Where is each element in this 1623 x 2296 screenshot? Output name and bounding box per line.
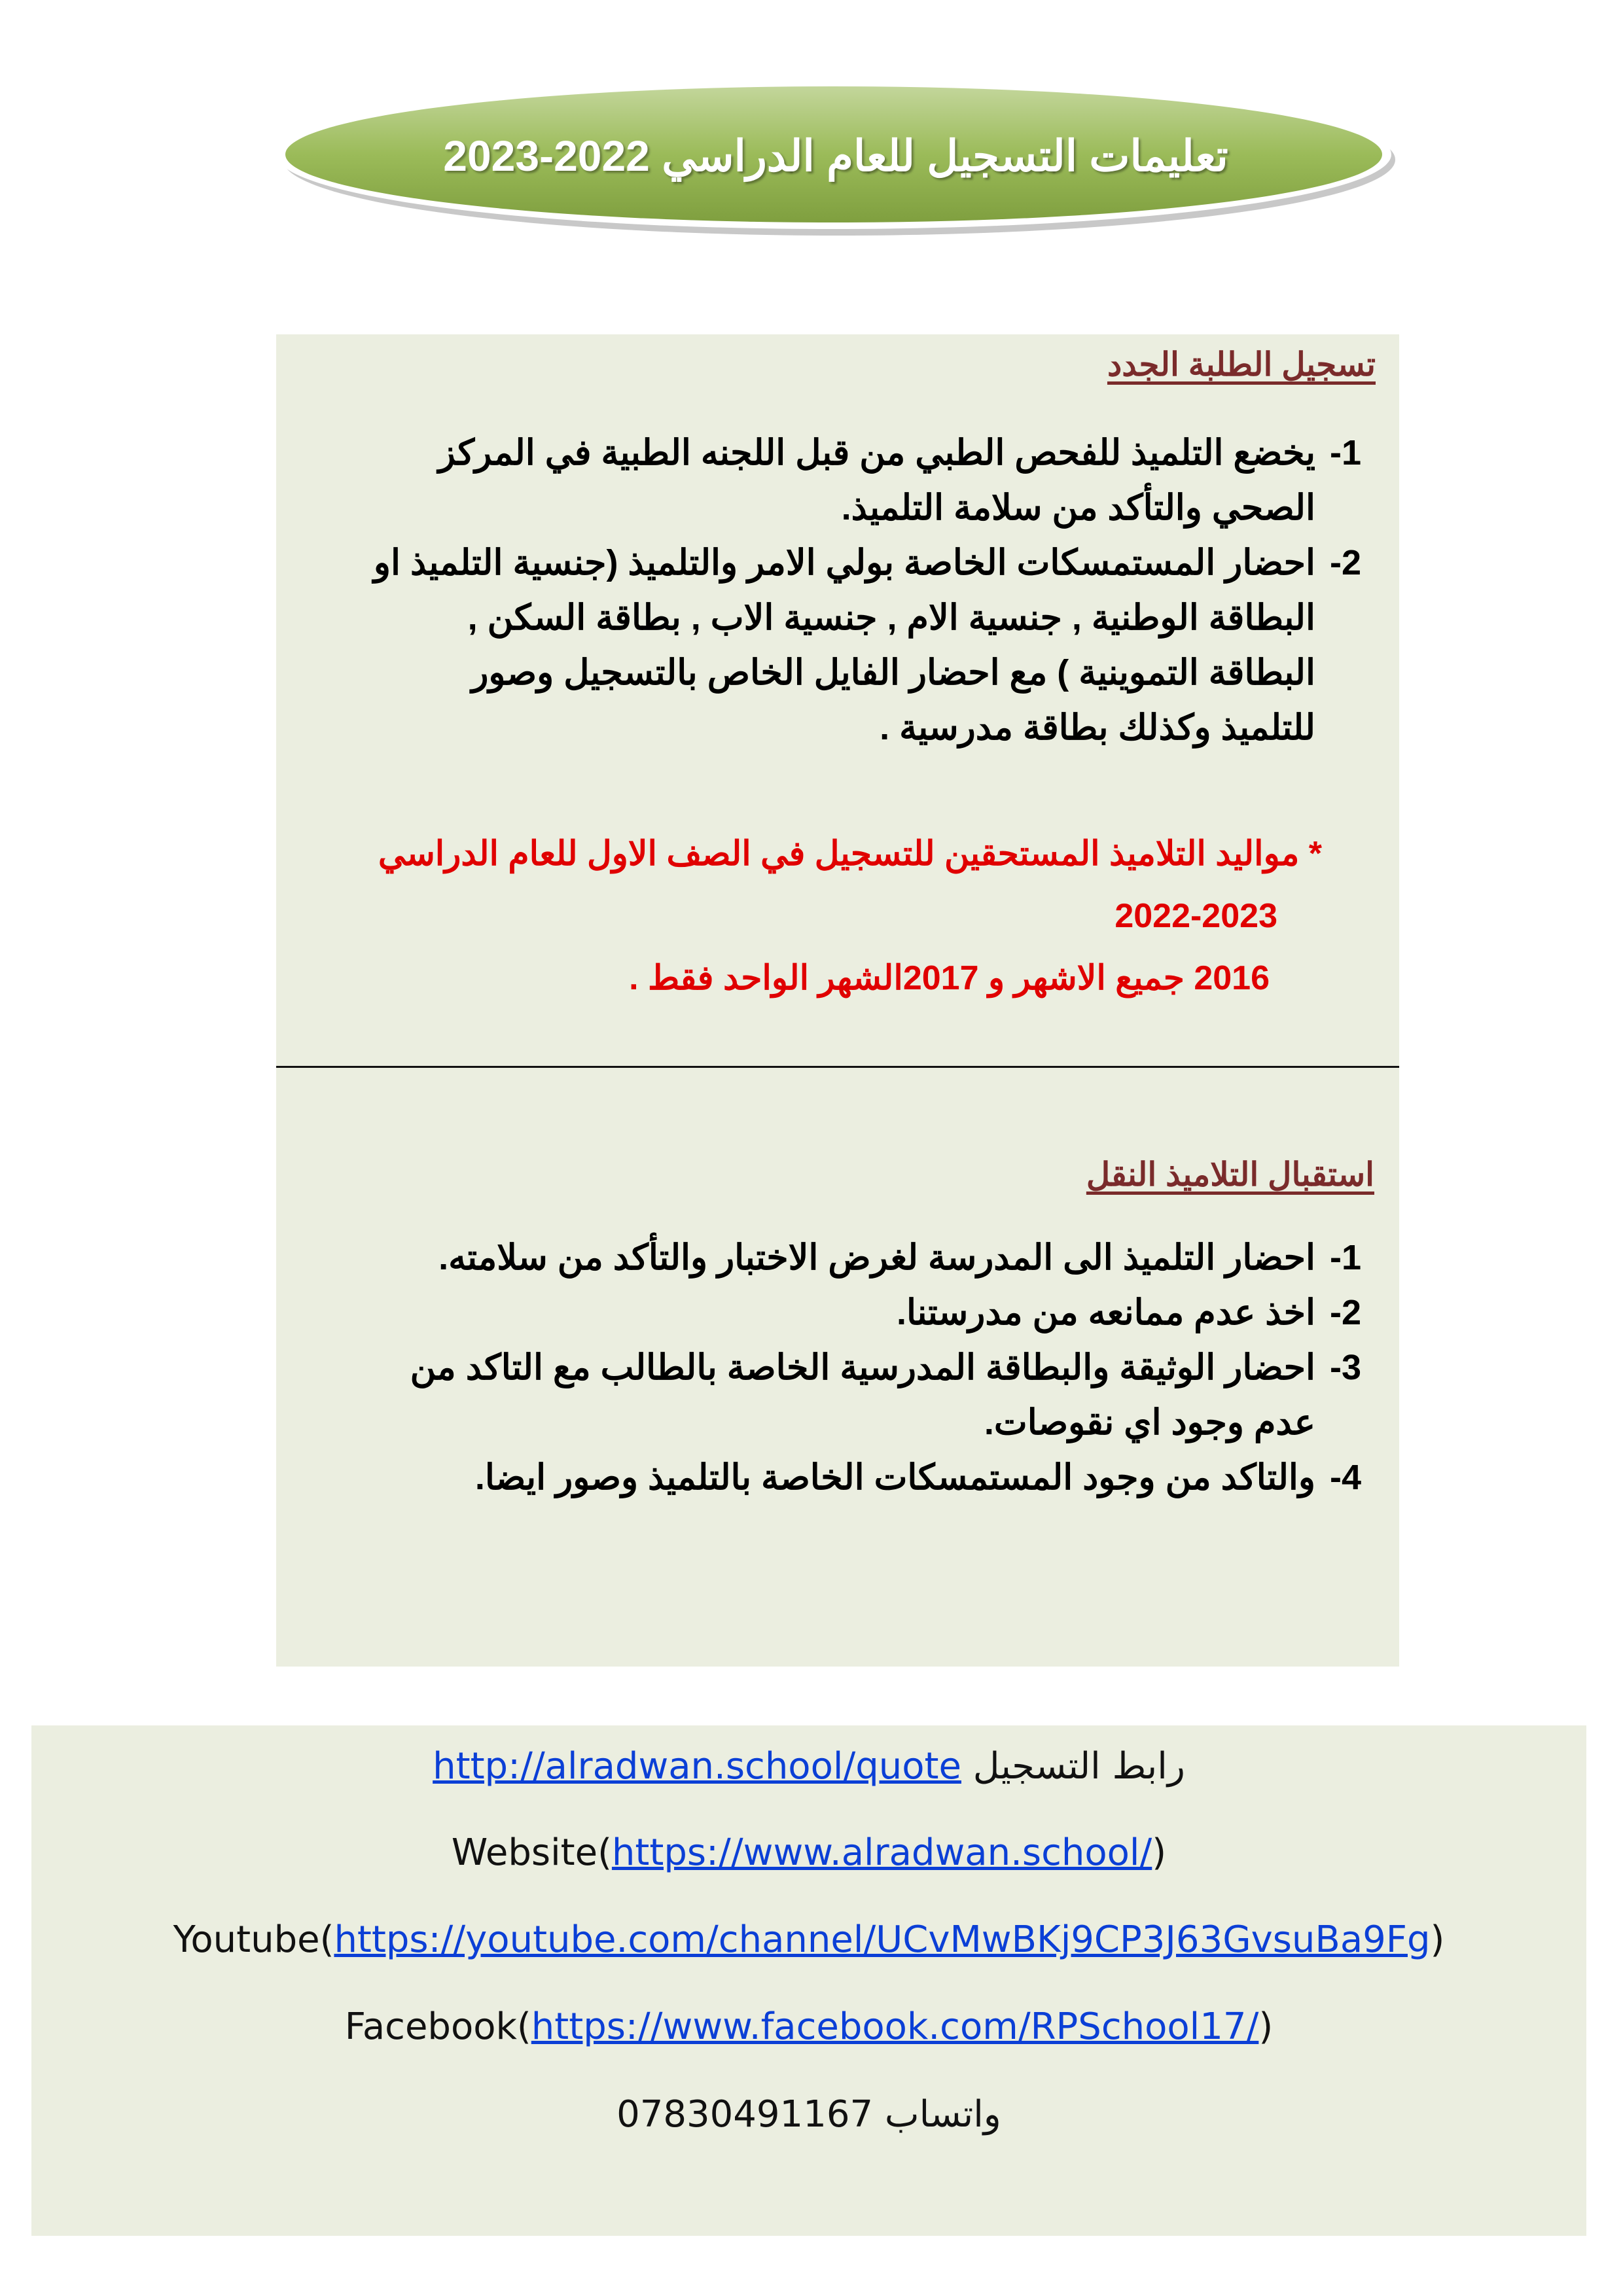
page-title: تعليمات التسجيل للعام الدراسي 2022-2023 (443, 131, 1228, 180)
list-item (373, 425, 1361, 535)
youtube-link[interactable]: https://youtube.com/channel/UCvMwBKj9CP3J63GvsuBa9Fg (334, 1918, 1431, 1961)
transfer-students-heading: استقبال التلاميذ النقل (1086, 1156, 1374, 1193)
paren: ) (1258, 2005, 1274, 2048)
item-text: احضار المستمسكات الخاصة بولي الامر والتلميذ (جنسية التلميذ او البطاقة الوطنية , جنسية الام , جنسية الاب , بطاقة السكن , البطاقة التموينية ) مع احضار الفايل الخاص بالتسجيل وصور للتلميذ وكذلك بطاقة مدرسية . (373, 543, 1315, 747)
item-number: 4- (1329, 1458, 1361, 1497)
paren: ) (1152, 1831, 1167, 1874)
registration-label: رابط التسجيل (972, 1745, 1185, 1788)
whatsapp-line (31, 2093, 1586, 2136)
registration-link-line (31, 1745, 1586, 1788)
paren: ) (1430, 1918, 1445, 1961)
item-number: 1- (1329, 1238, 1361, 1277)
list-item (373, 1230, 1361, 1285)
list-item (373, 1285, 1361, 1340)
facebook-link[interactable]: https://www.facebook.com/RPSchool17/ (531, 2005, 1259, 2048)
item-number: 3- (1329, 1348, 1361, 1387)
eligible-academic-year: 2022-2023 (1115, 897, 1277, 935)
item-number: 2- (1329, 543, 1361, 582)
item-text: احضار الوثيقة والبطاقة المدرسية الخاصة بالطالب مع التاكد من عدم وجود اي نقوصات. (410, 1348, 1315, 1442)
list-item (373, 1450, 1361, 1505)
transfer-students-list (373, 1230, 1361, 1505)
eligible-birth-years-note: * مواليد التلاميذ المستحقين للتسجيل في الصف الاول للعام الدراسي (378, 835, 1322, 873)
website-label: Website( (451, 1831, 612, 1874)
item-text: احضار التلميذ الى المدرسة لغرض الاختبار والتأكد من سلامته. (438, 1238, 1315, 1277)
item-number: 2- (1329, 1293, 1361, 1332)
whatsapp-number: 07830491167 (616, 2093, 874, 2136)
list-item (373, 1340, 1361, 1450)
list-item (373, 535, 1361, 755)
title-banner (274, 77, 1398, 239)
youtube-label: Youtube( (173, 1918, 334, 1961)
facebook-line (31, 2005, 1586, 2048)
section-divider (276, 1066, 1399, 1068)
website-line (31, 1831, 1586, 1874)
item-text: والتاكد من وجود المستمسكات الخاصة بالتلميذ وصور ايضا. (474, 1458, 1315, 1497)
eligible-birth-years: 2016 جميع الاشهر و 2017الشهر الواحد فقط . (629, 959, 1270, 997)
facebook-label: Facebook( (344, 2005, 531, 2048)
youtube-line (31, 1918, 1586, 1961)
website-link[interactable]: https://www.alradwan.school/ (611, 1831, 1152, 1874)
item-text: اخذ عدم ممانعه من مدرستنا. (896, 1293, 1315, 1332)
whatsapp-label: واتساب (884, 2093, 1001, 2136)
new-students-list (373, 425, 1361, 755)
links-panel (31, 1725, 1586, 2236)
item-text: يخضع التلميذ للفحص الطبي من قبل اللجنه الطبية في المركز الصحي والتأكد من سلامة التلميذ. (438, 433, 1315, 527)
new-students-heading: تسجيل الطلبة الجدد (1107, 346, 1376, 383)
item-number: 1- (1329, 433, 1361, 472)
registration-link[interactable]: http://alradwan.school/quote (433, 1745, 961, 1788)
